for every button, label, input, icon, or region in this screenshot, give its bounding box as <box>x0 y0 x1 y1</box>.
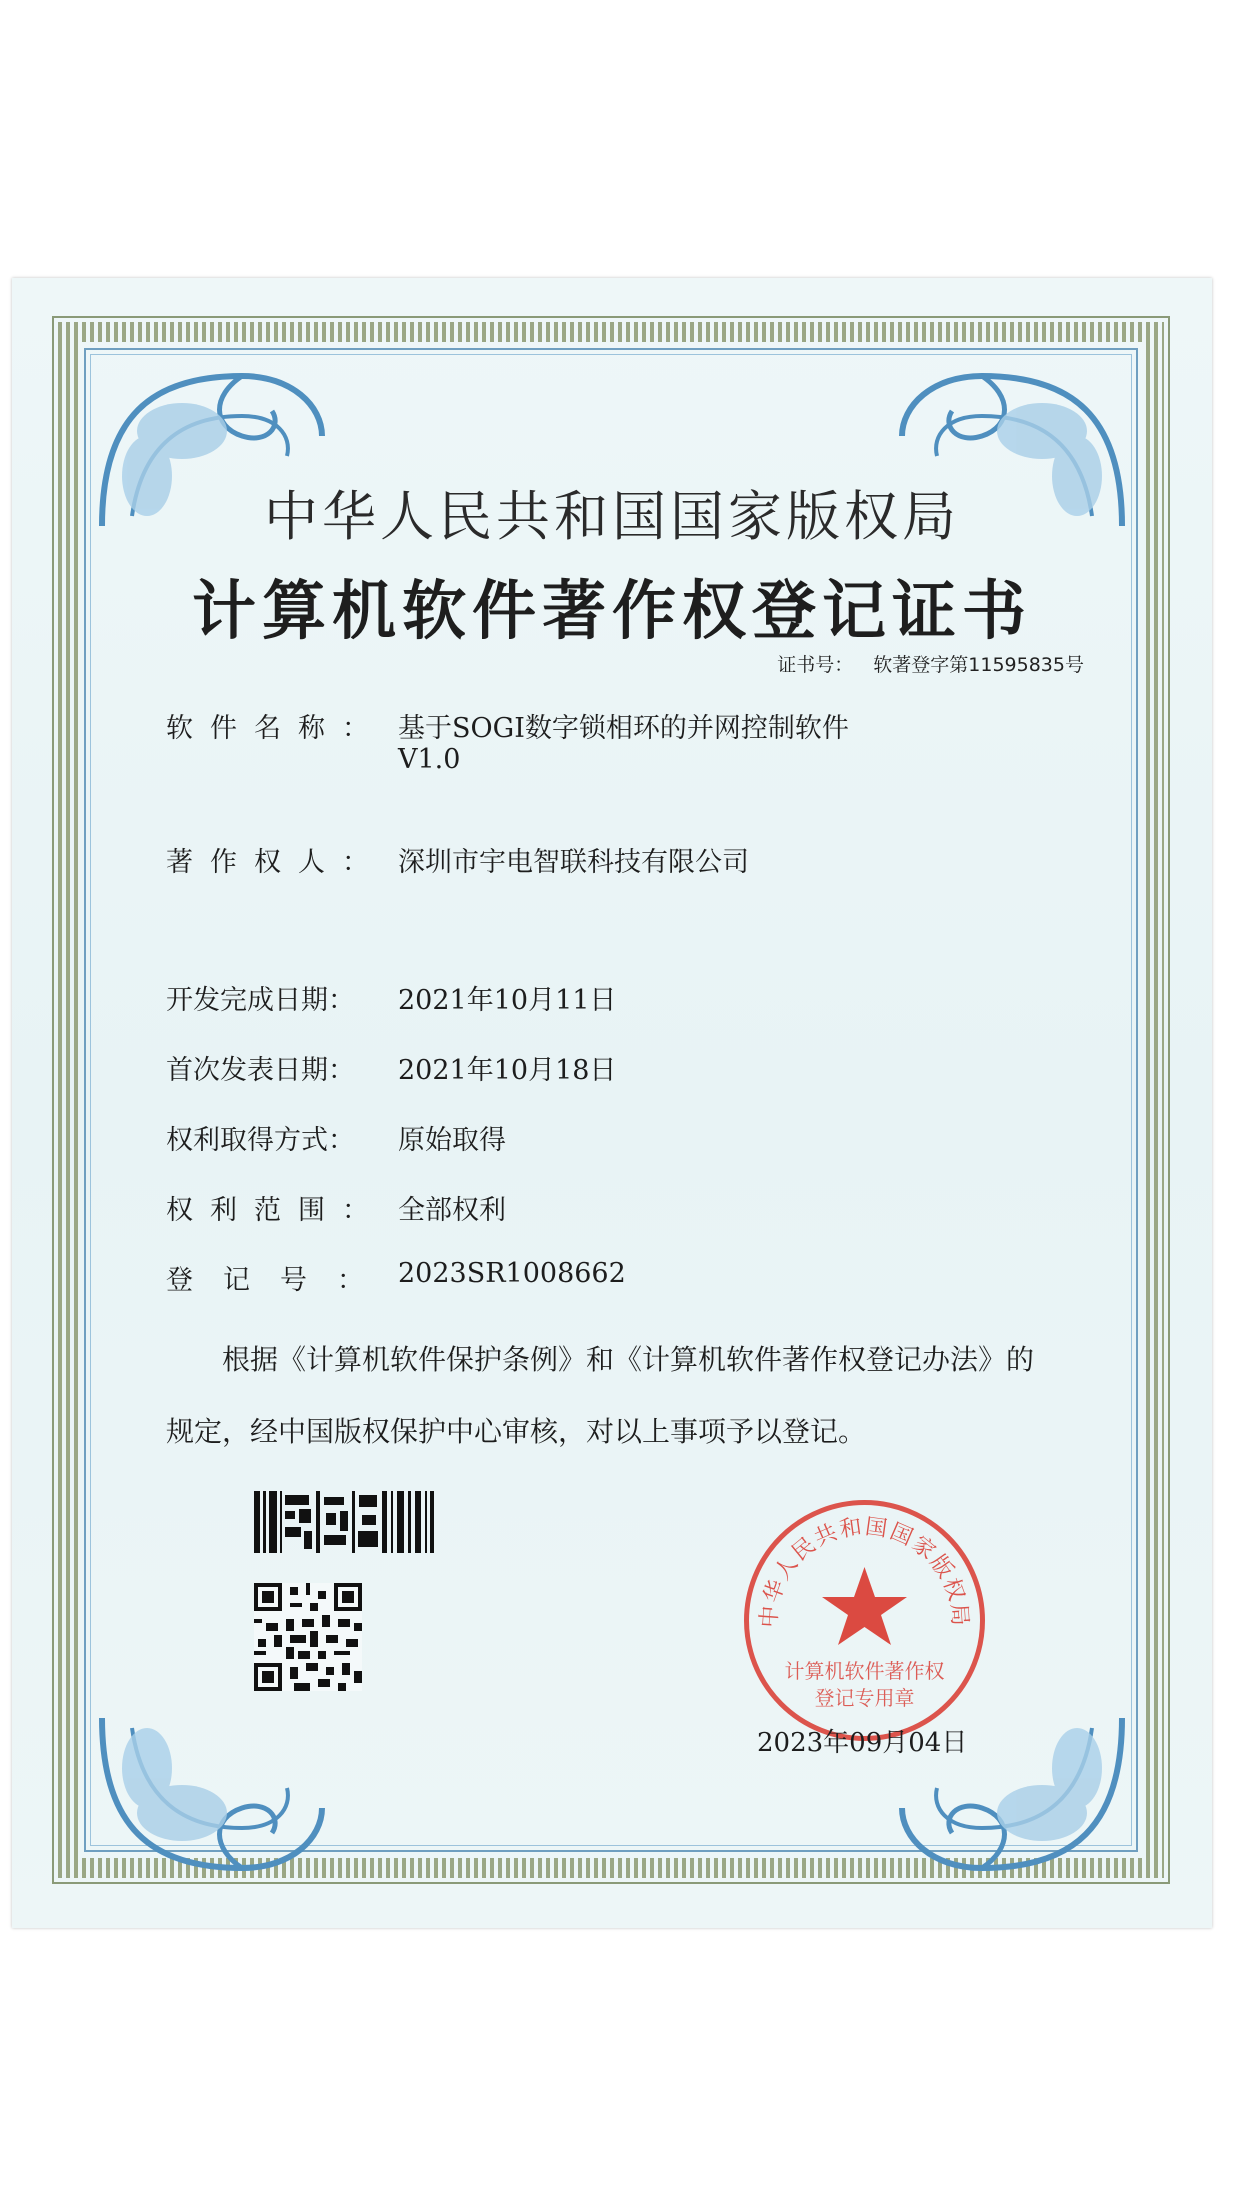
seal-inner-text-2: 登记专用章 <box>814 1686 915 1710</box>
certificate-paper <box>12 278 1212 1928</box>
acquire-value: 原始取得 <box>398 1125 506 1156</box>
scope-label: 权利范围： <box>166 1195 386 1226</box>
statement-line-2: 规定，经中国版权保护中心审核，对以上事项予以登记。 <box>166 1415 867 1448</box>
reg-no-value: 2023SR1008662 <box>398 1258 626 1289</box>
certificate-number <box>777 650 1084 677</box>
reg-no-label: 登记号： <box>166 1265 394 1296</box>
pub-date-value: 2021年10月18日 <box>398 1055 617 1086</box>
qr-code-icon <box>254 1583 362 1691</box>
official-seal-icon <box>737 1493 992 1748</box>
barcode-icon <box>254 1491 434 1553</box>
certificate-number-label: 证书号： <box>777 654 854 676</box>
acquire-label: 权利取得方式： <box>166 1125 355 1156</box>
owner-label: 著作权人： <box>166 847 386 878</box>
corner-ornament-icon <box>92 1708 342 1888</box>
scope-value: 全部权利 <box>398 1195 506 1226</box>
dev-date-label: 开发完成日期： <box>166 985 355 1016</box>
issuer-title: 中华人民共和国国家版权局 <box>264 485 960 548</box>
statement-line-1: 根据《计算机软件保护条例》和《计算机软件著作权登记办法》的 <box>222 1343 1035 1376</box>
software-version-value: V1.0 <box>398 744 461 775</box>
software-name-value: 基于SOGI数字锁相环的并网控制软件 <box>398 713 849 744</box>
issue-date: 2023年09月04日 <box>757 1728 968 1758</box>
seal-inner-text-1: 计算机软件著作权 <box>784 1659 945 1683</box>
seal-outer-text: 中华人民共和国国家版权局 <box>756 1514 973 1629</box>
software-name-label: 软件名称： <box>166 713 386 744</box>
dev-date-value: 2021年10月11日 <box>398 985 617 1016</box>
certificate-number-value: 软著登字第11595835号 <box>873 654 1084 676</box>
owner-value: 深圳市宇电智联科技有限公司 <box>398 847 749 878</box>
pub-date-label: 首次发表日期： <box>166 1055 355 1086</box>
certificate-title: 计算机软件著作权登记证书 <box>192 574 1032 649</box>
